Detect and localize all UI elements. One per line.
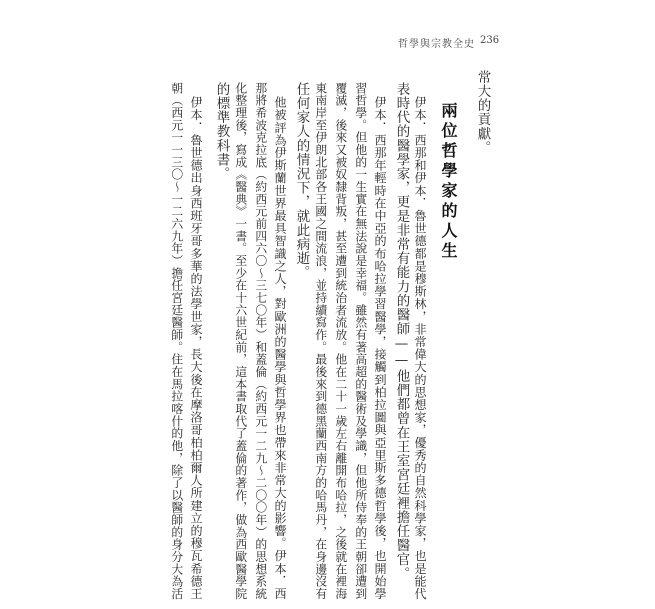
- text-column: 表時代的醫學家，更是非常有能力的醫師——他們都曾在王室宮廷裡擔任醫官。: [393, 82, 410, 581]
- text-column: 的標準教科書。: [213, 82, 230, 181]
- text-column: 覆滅，後來又被奴隸背叛，甚至遭到統治者流放。他在二十一歲左右離開布哈拉，之後就在裡海: [333, 82, 348, 600]
- text-column: 他被評為伊斯蘭世界最具智識之人，對歐洲的醫學與哲學界也帶來非常大的影響。伊本．西: [273, 96, 288, 600]
- running-title: 哲學與宗教全史: [398, 39, 475, 50]
- text-column: 朝（西元一一三〇～一二六九年）擔任宮廷醫師。住在馬拉喀什的他，除了以醫師的身分大為活: [169, 82, 184, 600]
- text-column: 伊本．西那年輕時在中亞的布哈拉學習醫學，接觸到柏拉圖與亞里斯多德哲學後，也開始學: [373, 96, 388, 600]
- text-column: 那將希波克拉底（約西元前四六〇～三七〇年）和蓋倫（約西元一二九～二〇〇年）的思想系統: [253, 82, 268, 600]
- section-heading: 兩位哲學家的人生: [439, 102, 458, 262]
- text-column: 任何家人的情況下，就此病逝。: [293, 82, 310, 280]
- text-column: 伊本．西那和伊本．魯世德都是穆斯林，非常偉大的思想家，優秀的自然科學家，也是能代: [413, 96, 428, 600]
- text-column: 習哲學。但他的一生實在無法說是幸福。雖然有著高超的醫術及學識，但他所侍奉的王朝卻遭到: [353, 82, 368, 600]
- text-column: 常大的貢獻。: [474, 70, 491, 155]
- text-column: 化整理後，寫成《醫典》一書。至少在十六世紀前，這本書取代了蓋倫的著作，做為西歐醫學院: [233, 82, 248, 600]
- text-column: 東南岸至伊朗北部各王國之間流浪，並持續寫作。最後來到德黑蘭西南方的哈馬丹，在身邊沒有: [313, 82, 328, 600]
- text-column: 伊本．魯世德出身西班牙哥多華的法學世家，長大後在摩洛哥柏柏爾人所建立的穆瓦希德王: [189, 96, 204, 600]
- page-number: 236: [480, 35, 500, 46]
